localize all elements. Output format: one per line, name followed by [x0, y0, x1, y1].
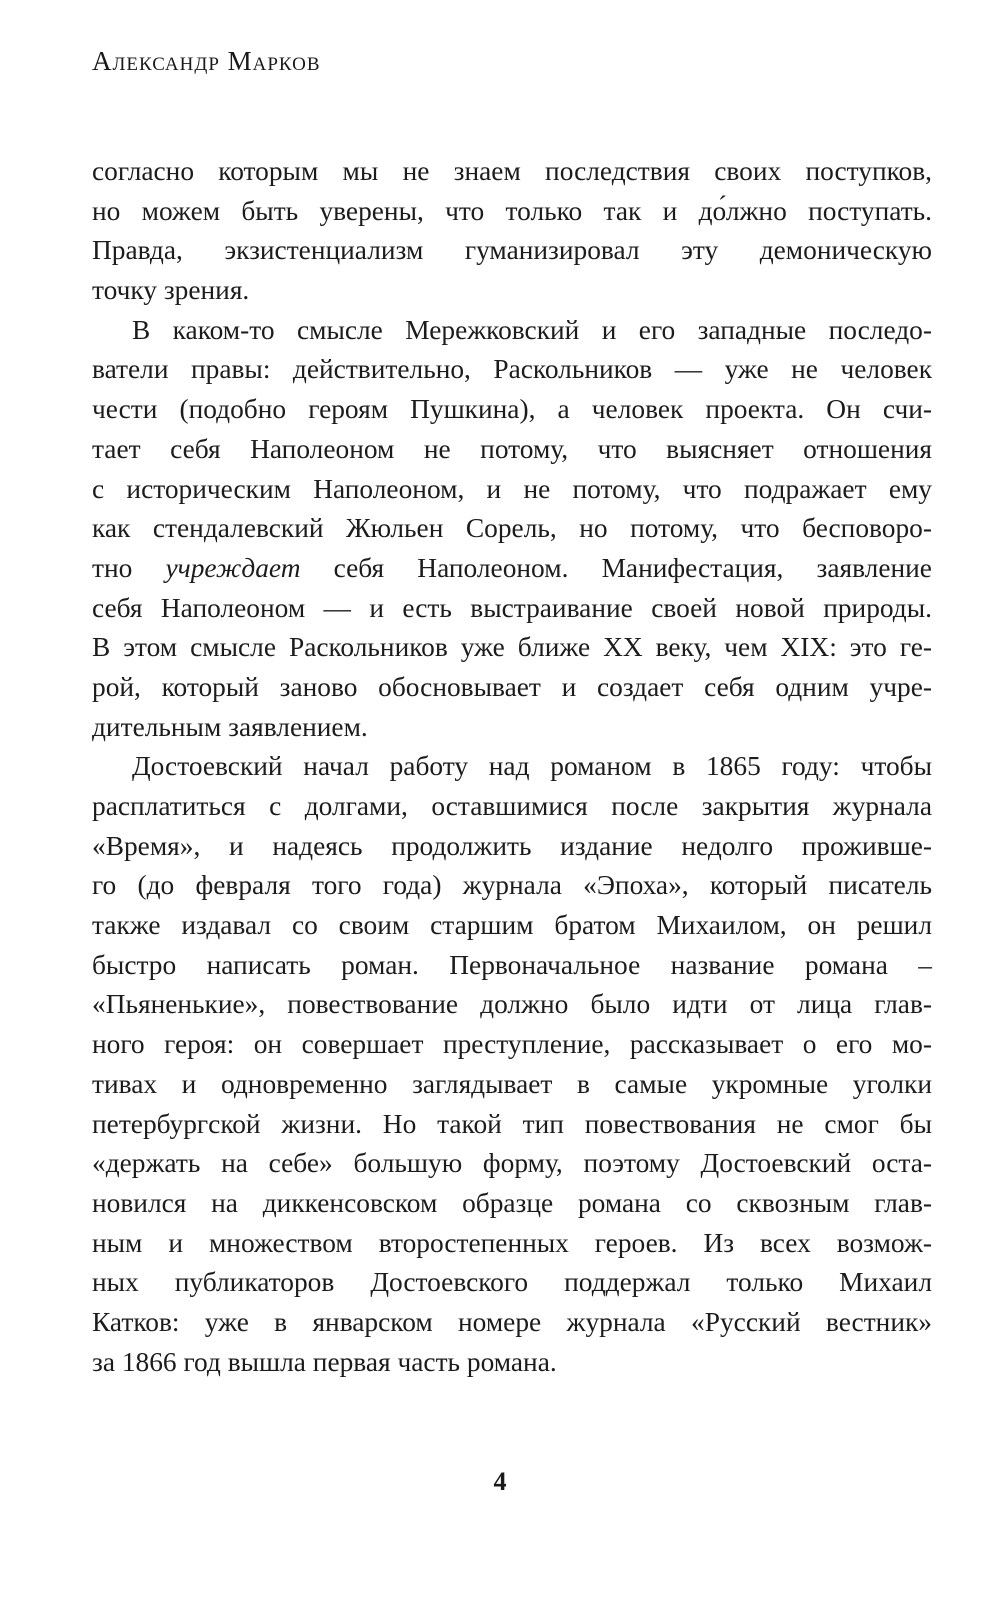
text-line-with-emphasis	[92, 549, 932, 589]
text-line: точку зрения.	[92, 275, 250, 306]
text-line: Правда, экзистенциализм гуманизировал эту демоническую	[92, 235, 932, 266]
text-line: го (до февраля того года) журнала «Эпоха», который писатель	[92, 870, 932, 901]
text-line: «держать на себе» большую форму, поэтому Достоевский оста-	[92, 1148, 932, 1179]
text-line: расплатиться с долгами, оставшимися после закрытия журнала	[92, 791, 932, 821]
text-line: «Время», и надеясь продолжить издание недолго прожившe-	[92, 830, 932, 861]
text-line: за 1866 год вышла первая часть романа.	[92, 1346, 557, 1377]
text-line: но можем быть уверены, что только так и до́лжно поступать.	[92, 195, 932, 226]
text-line: ватели правы: действительно, Раскольников — уже не человек	[92, 354, 932, 385]
text-line: тивах и одновременно заглядывает в самые укромные уголки	[92, 1068, 932, 1099]
body-text	[92, 152, 932, 1382]
text-fragment: себя Наполеоном. Манифестация, заявление	[333, 552, 932, 583]
text-line: с историческим Наполеоном, и не потому, что подражает ему	[92, 473, 932, 504]
text-line: рой, который заново обосновывает и создает себя одним учре-	[92, 671, 932, 702]
text-line: также издавал со своим старшим братом Михаилом, он решил	[92, 910, 932, 941]
text-line: петербургской жизни. Но такой тип повествования не смог бы	[92, 1108, 932, 1139]
text-line: ных публикаторов Достоевского поддержал только Михаил	[92, 1267, 932, 1298]
text-line: «Пьяненькие», повествование должно было идти от лица глав-	[92, 989, 932, 1020]
text-line: В каком-то смысле Мережковский и его западные последо-	[132, 314, 932, 345]
text-line: Катков: уже в январском номере журнала «Русский вестник»	[92, 1306, 932, 1337]
text-line: как стендалевский Жюльен Сорель, но потому, что бесповоро-	[92, 513, 932, 544]
text-line: Достоевский начал работу над романом в 1865 году: чтобы	[132, 751, 932, 782]
text-line: дительным заявлением.	[92, 711, 368, 742]
text-line: согласно которым мы не знаем последствия своих поступков,	[92, 156, 932, 186]
text-line: себя Наполеоном — и есть выстраивание своей новой природы.	[92, 592, 932, 623]
text-line: В этом смысле Раскольников уже ближе XX веку, чем XIX: это ге-	[92, 632, 932, 663]
text-line: ным и множеством второстепенных героев. Из всех возмож-	[92, 1227, 932, 1258]
text-line: тает себя Наполеоном не потому, что выясняет отношения	[92, 433, 932, 464]
running-head-author: Александр Марков	[92, 46, 321, 76]
page-number: 4	[493, 1467, 507, 1496]
text-line: ного героя: он совершает преступление, рассказывает о его мо-	[92, 1029, 932, 1060]
text-line: быстро написать роман. Первоначальное название романа –	[92, 949, 932, 980]
text-line: чести (подобно героям Пушкина), а человек проекта. Он счи-	[92, 394, 932, 425]
text-fragment: тно	[92, 552, 133, 583]
emphasized-word: учреждает	[165, 552, 301, 583]
text-line: новился на диккенсовском образце романа со сквозным глав-	[92, 1187, 932, 1218]
